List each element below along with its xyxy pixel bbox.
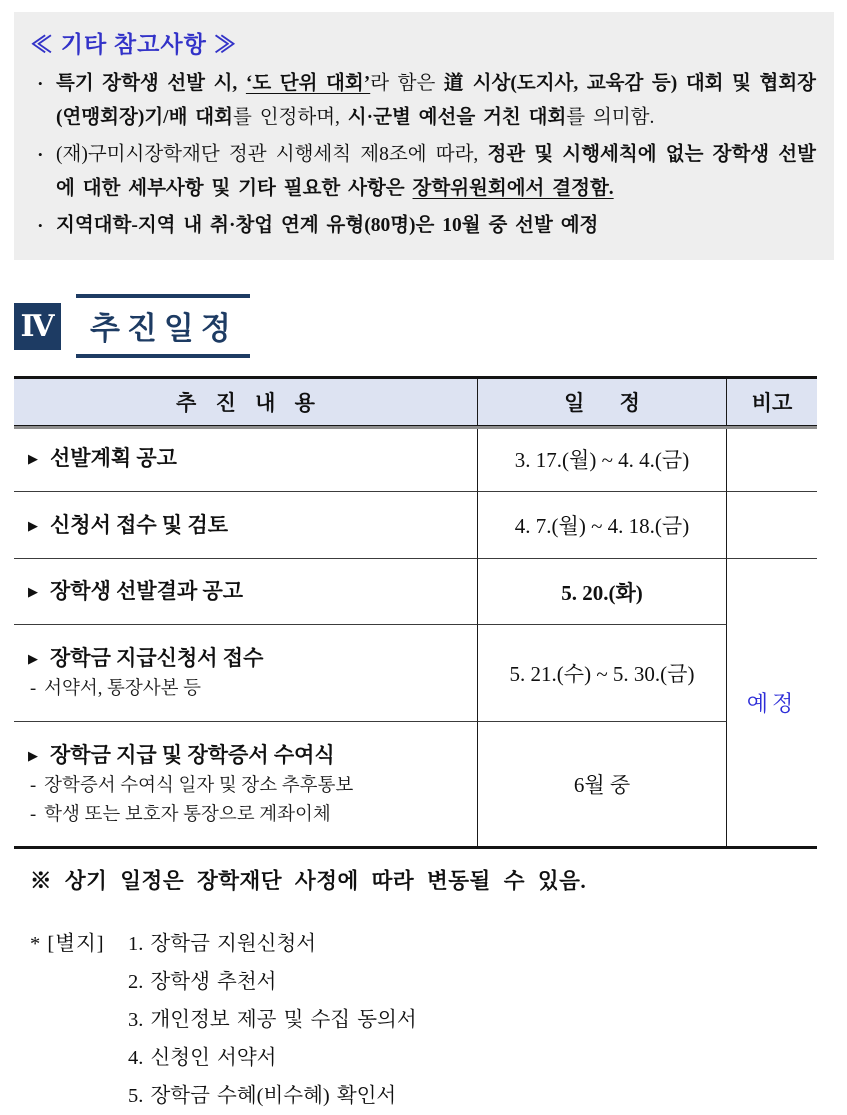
dash-marker: - <box>30 679 37 699</box>
col-header-schedule: 일 정 <box>478 379 727 426</box>
schedule-table <box>14 376 817 849</box>
table-row-note <box>727 492 817 559</box>
triangle-bullet-icon: ▶ <box>28 517 38 533</box>
attachments-block <box>30 925 847 1115</box>
attachment-item: 3. 개인정보 제공 및 수집 동의서 <box>128 1009 417 1031</box>
attachments-list <box>116 925 417 1115</box>
notice-text-run: ‘도 단위 대회’ <box>245 73 371 94</box>
attachments-label: * [별지] <box>30 933 105 955</box>
row-title-text: 장학생 선발결과 공고 <box>50 579 244 603</box>
table-row-title <box>14 722 478 846</box>
row-sub-text: 장학증서 수여식 일자 및 장소 추후통보 <box>44 775 354 796</box>
bullet-icon: • <box>38 147 43 162</box>
other-notes-title: ≪ 기타 참고사항 ≫ <box>30 32 238 57</box>
other-notes-bullet-list <box>30 67 816 243</box>
dash-marker: - <box>30 775 37 796</box>
table-row-title <box>14 625 478 722</box>
notice-bullet <box>30 67 816 135</box>
table-row-schedule: 3. 17.(월) ~ 4. 4.(금) <box>478 426 727 492</box>
triangle-bullet-icon: ▶ <box>28 747 38 763</box>
notice-text-run: 장학위원회에서 결정함. <box>412 178 614 199</box>
table-row-schedule: 6월 중 <box>478 722 727 846</box>
schedule-change-footnote: ※ 상기 일정은 장학재단 사정에 따라 변동될 수 있음. <box>30 869 587 893</box>
attachment-item: 1. 장학금 지원신청서 <box>128 933 317 955</box>
notice-text-run: 특기 장학생 선발 시, <box>56 73 246 94</box>
notice-text-run: 를 의미함. <box>566 107 655 128</box>
table-row-title <box>14 492 478 559</box>
note-merged-cell: 예정 <box>746 691 798 716</box>
bullet-icon: • <box>38 218 43 233</box>
attachment-item: 5. 장학금 수혜(비수혜) 확인서 <box>128 1085 397 1107</box>
section-heading <box>14 294 847 358</box>
notice-text-run: 를 인정하며, <box>232 107 348 128</box>
bullet-icon: • <box>38 76 43 91</box>
row-sub-text: 학생 또는 보호자 통장으로 계좌이체 <box>44 804 331 825</box>
col-header-note: 비고 <box>727 379 817 426</box>
notice-text-run: (재)구미시장학재단 정관 시행세칙 제8조에 따라, <box>56 144 488 165</box>
notice-text-run: 정관 및 시행세칙에 없는 장학생 선발에 대한 세부사항 및 기타 필요한 사항은 <box>56 144 816 199</box>
row-title-text: 신청서 접수 및 검토 <box>50 512 229 537</box>
triangle-bullet-icon: ▶ <box>28 584 38 599</box>
dash-marker: - <box>30 804 37 825</box>
table-row-title <box>14 426 478 492</box>
row-title-text: 장학금 지급 및 장학증서 수여식 <box>50 742 335 767</box>
attachment-item: 4. 신청인 서약서 <box>128 1047 277 1069</box>
triangle-bullet-icon: ▶ <box>28 651 38 666</box>
notice-text-run: 라 함은 <box>370 73 444 94</box>
row-sub-text: 서약서, 통장사본 등 <box>44 679 202 699</box>
table-row-schedule: 5. 21.(수) ~ 5. 30.(금) <box>478 625 727 722</box>
notice-text-run: 道 시상(도지사, 교육감 등) 대회 및 협회장(연맹회장)기/배 대회 <box>56 73 816 128</box>
notice-text-run: 지역대학-지역 내 취·창업 연계 유형(80명)은 10월 중 선발 예정 <box>56 215 599 236</box>
table-row-schedule: 5. 20.(화) <box>478 559 727 625</box>
notice-text-run: 시·군별 예선을 거친 대회 <box>347 107 567 128</box>
table-row-title <box>14 559 478 625</box>
table-row-schedule: 4. 7.(월) ~ 4. 18.(금) <box>478 492 727 559</box>
row-title-text: 장학금 지급신청서 접수 <box>50 646 264 670</box>
notice-bullet <box>30 138 816 206</box>
triangle-bullet-icon: ▶ <box>28 451 38 466</box>
notice-bullet <box>30 209 816 243</box>
other-notes-box <box>14 12 834 260</box>
section-numeral-badge: Ⅳ <box>14 303 61 350</box>
attachment-item: 2. 장학생 추천서 <box>128 971 277 993</box>
row-title-text: 선발계획 공고 <box>50 446 177 470</box>
table-row-note <box>727 426 817 492</box>
col-header-content: 추 진 내 용 <box>14 379 478 426</box>
section-title: 추진일정 <box>76 294 250 358</box>
